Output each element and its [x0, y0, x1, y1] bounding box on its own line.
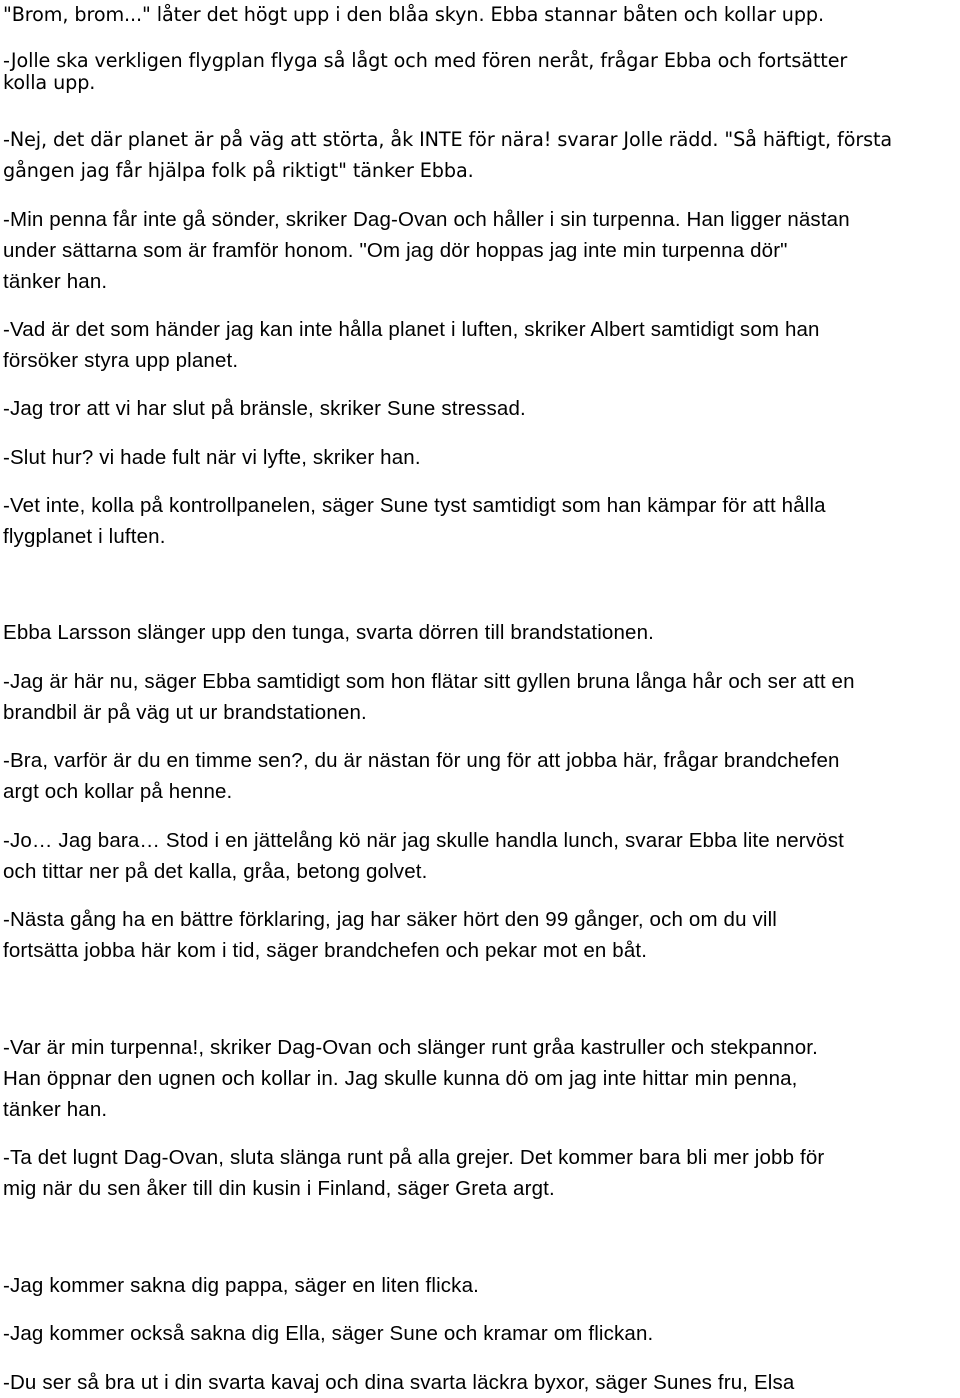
- paragraph-3: [3, 124, 892, 186]
- paragraph-8: [3, 490, 826, 552]
- text-line: -Jag kommer sakna dig pappa, säger en liten flicka.: [3, 1274, 479, 1297]
- text-line: tänker han.: [3, 270, 108, 293]
- paragraph-15: [3, 1142, 824, 1204]
- text-line: -Du ser så bra ut i din svarta kavaj och dina svarta läckra byxor, säger Sunes fru, Elsa: [3, 1371, 795, 1394]
- text-line: försöker styra upp planet.: [3, 349, 239, 372]
- text-line: mig när du sen åker till din kusin i Finland, säger Greta argt.: [3, 1177, 555, 1200]
- paragraph-16: [3, 1270, 479, 1301]
- paragraph-13: [3, 904, 777, 966]
- text-line: gången jag får hjälpa folk på riktigt" tänker Ebba.: [3, 159, 474, 182]
- text-line: flygplanet i luften.: [3, 525, 166, 548]
- document-page: [3, 0, 958, 1397]
- paragraph-2: [3, 45, 847, 98]
- text-line: argt och kollar på henne.: [3, 780, 233, 803]
- text-line: -Vad är det som händer jag kan inte hålla planet i luften, skriker Albert samtidigt som han: [3, 318, 820, 341]
- text-line: -Jag tror att vi har slut på bränsle, skriker Sune stressad.: [3, 397, 526, 420]
- paragraph-6: [3, 393, 526, 424]
- text-line: tänker han.: [3, 1098, 108, 1121]
- paragraph-14: [3, 1032, 818, 1125]
- paragraph-11: [3, 745, 840, 807]
- paragraph-1: [3, 0, 824, 30]
- paragraph-9: [3, 617, 654, 648]
- text-line: och tittar ner på det kalla, gråa, betong golvet.: [3, 860, 428, 883]
- text-line: Ebba Larsson slänger upp den tunga, svarta dörren till brandstationen.: [3, 621, 654, 644]
- text-line: -Slut hur? vi hade fult när vi lyfte, skriker han.: [3, 446, 421, 469]
- text-line: -Min penna får inte gå sönder, skriker Dag-Ovan och håller i sin turpenna. Han ligger nästan: [3, 208, 850, 231]
- text-line: -Jolle ska verkligen flygplan flyga så lågt och med fören neråt, frågar Ebba och fortsätter: [3, 49, 848, 72]
- text-line: -Nästa gång ha en bättre förklaring, jag har säker hört den 99 gånger, och om du vill: [3, 908, 777, 931]
- paragraph-17: [3, 1318, 653, 1349]
- paragraph-12: [3, 825, 844, 887]
- text-line: fortsätta jobba här kom i tid, säger brandchefen och pekar mot en båt.: [3, 939, 648, 962]
- paragraph-10: [3, 666, 855, 728]
- text-line: "Brom, brom..." låter det högt upp i den blåa skyn. Ebba stannar båten och kollar upp.: [3, 3, 825, 26]
- text-line: Han öppnar den ugnen och kollar in. Jag skulle kunna dö om jag inte hittar min penna,: [3, 1067, 798, 1090]
- paragraph-18: [3, 1367, 794, 1398]
- paragraph-4: [3, 204, 850, 297]
- text-line: under sättarna som är framför honom. "Om jag dör hoppas jag inte min turpenna dör": [3, 239, 788, 262]
- paragraph-7: [3, 442, 421, 473]
- text-line: -Bra, varför är du en timme sen?, du är nästan för ung för att jobba här, frågar brandchefen: [3, 749, 840, 772]
- text-line: brandbil är på väg ut ur brandstationen.: [3, 701, 367, 724]
- text-line: -Jag kommer också sakna dig Ella, säger Sune och kramar om flickan.: [3, 1322, 654, 1345]
- text-line: kolla upp.: [3, 71, 96, 94]
- text-line: -Var är min turpenna!, skriker Dag-Ovan och slänger runt gråa kastruller och stekpannor.: [3, 1036, 818, 1059]
- paragraph-5: [3, 314, 820, 376]
- text-line: -Ta det lugnt Dag-Ovan, sluta slänga runt på alla grejer. Det kommer bara bli mer jobb för: [3, 1146, 825, 1169]
- text-line: -Nej, det där planet är på väg att störta, åk INTE för nära! svarar Jolle rädd. "Så häftigt, första: [3, 128, 893, 151]
- text-line: -Jag är här nu, säger Ebba samtidigt som hon flätar sitt gyllen bruna långa hår och ser att en: [3, 670, 855, 693]
- text-line: -Vet inte, kolla på kontrollpanelen, säger Sune tyst samtidigt som han kämpar för att hålla: [3, 494, 826, 517]
- text-line: -Jo… Jag bara… Stod i en jättelång kö när jag skulle handla lunch, svarar Ebba lite nervöst: [3, 829, 844, 852]
